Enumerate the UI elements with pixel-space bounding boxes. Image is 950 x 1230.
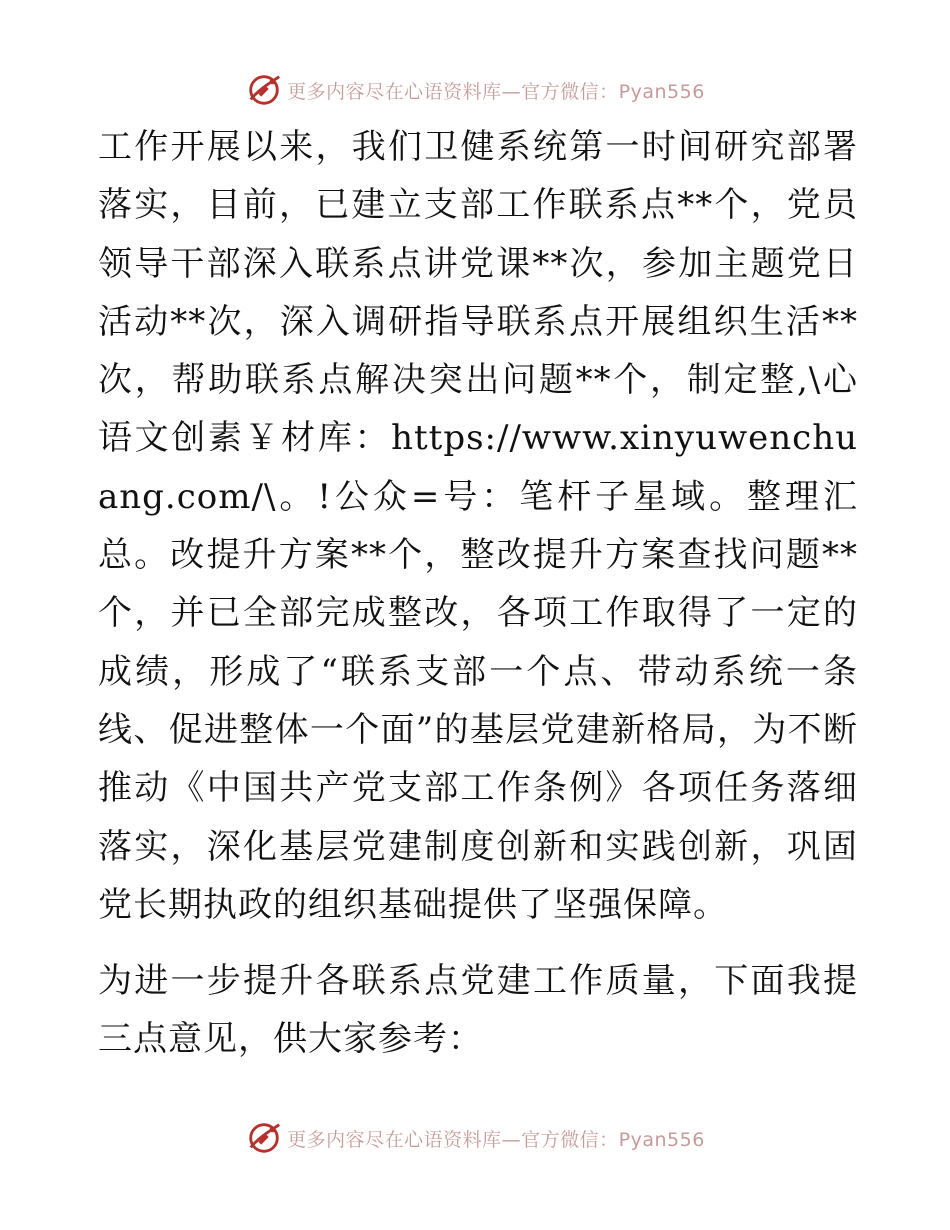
- pen-circle-logo-icon: [245, 71, 283, 109]
- header-banner: [0, 70, 950, 110]
- paragraph: 为进一步提升各联系点党建工作质量，下面我提三点意见，供大家参考：: [98, 961, 858, 1060]
- footer-banner-text: 更多内容尽在心语资料库—官方微信：Pyan556: [287, 1128, 705, 1151]
- document-body: [98, 118, 858, 1069]
- paragraph: 工作开展以来，我们卫健系统第一时间研究部署落实，目前，已建立支部工作联系点**个，党员领导干部深入联系点讲党课**次，参加主题党日活动**次，深入调研指导联系点开展组织生活**次，帮助联系点解决突出问题**个，制定整,\心语文创素￥材库：https://www.xinyuwenchuang.com/\。!公众=号：笔杆子星域。整理汇总。改提升方案**个，整改提升方案查找问题**个，并已全部完成整改，各项工作取得了一定的成绩，形成了“联系支部一个点、带动系统一条线、促进整体一个面”的基层党建新格局，为不断推动《中国共产党支部工作条例》各项任务落细落实，深化基层党建制度创新和实践创新，巩固党长期执政的组织基础提供了坚强保障。: [98, 127, 858, 925]
- pen-circle-logo-icon: [245, 1119, 283, 1157]
- header-banner-text: 更多内容尽在心语资料库—官方微信：Pyan556: [287, 80, 705, 103]
- footer-banner: [0, 1118, 950, 1158]
